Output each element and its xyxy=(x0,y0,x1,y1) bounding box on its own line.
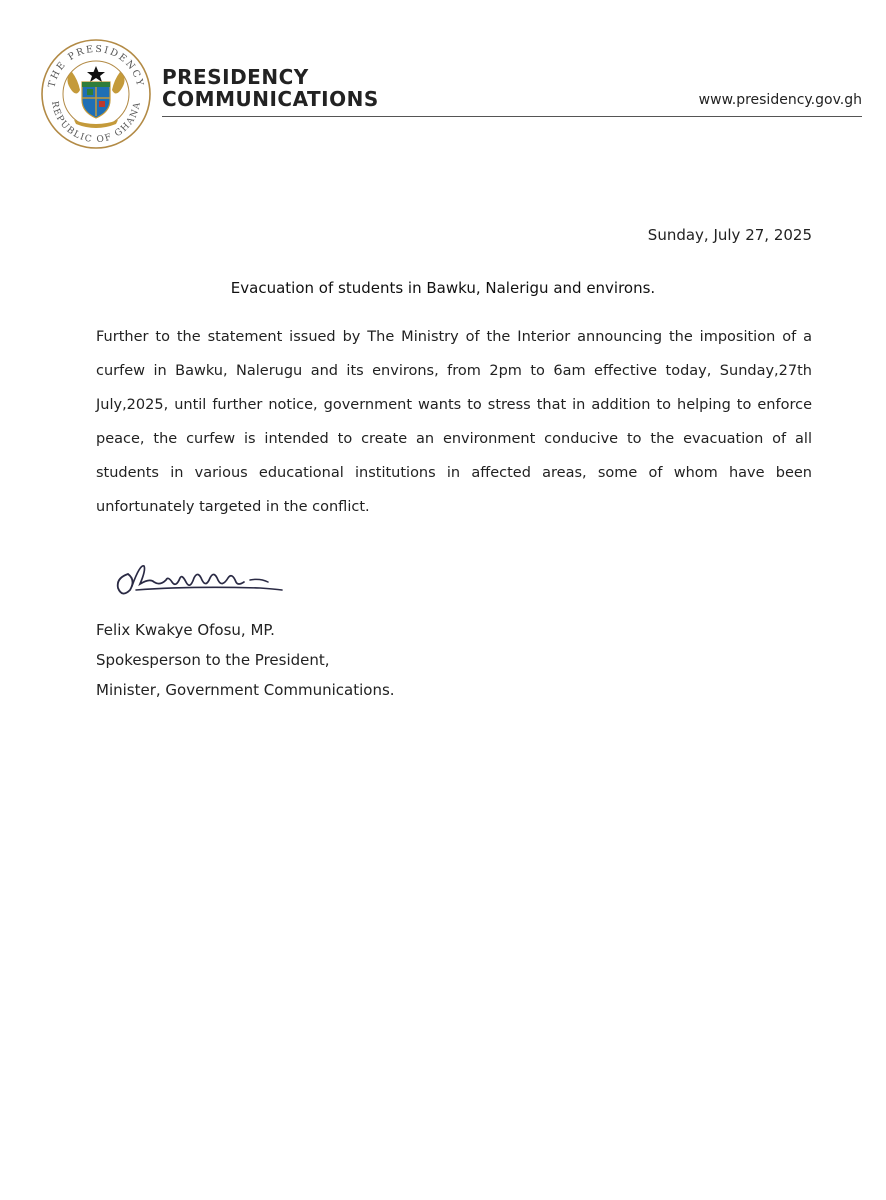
header-divider xyxy=(162,116,862,117)
presidential-seal-icon xyxy=(40,38,152,150)
brand-line-presidency: PRESIDENCY xyxy=(162,65,309,89)
statement-body: Further to the statement issued by The Ministry of the Interior announcing the imposition of a curfew in Bawku, Nalerugu and its environs, from 2pm to 6am effective today, Sunday,27th July,2025, until further notice, government wants to stress that in addition to helping to enforce peace, the curfew is intended to create an environment conducive to the evacuation of all students in various educational institutions in affected areas, some of whom have been unfortunately targeted in the conflict. xyxy=(96,329,812,515)
website-url: www.presidency.gov.gh xyxy=(698,92,862,108)
signatory-role: Spokesperson to the President, xyxy=(96,651,330,669)
handwritten-signature-icon xyxy=(110,556,286,606)
seal-ring-top-text: THE PRESIDENCY xyxy=(46,43,146,89)
signatory-name: Felix Kwakye Ofosu, MP. xyxy=(96,621,275,639)
signatory-ministry: Minister, Government Communications. xyxy=(96,681,395,699)
signatory-block xyxy=(96,615,395,705)
statement-title: Evacuation of students in Bawku, Nalerigu and environs. xyxy=(230,279,656,297)
brand-line-communications: COMMUNICATIONS xyxy=(162,87,379,111)
statement-date: Sunday, July 27, 2025 xyxy=(647,226,812,244)
seal-ring-bottom-text: REPUBLIC OF GHANA xyxy=(49,100,143,146)
brand-wordmark xyxy=(162,66,379,110)
